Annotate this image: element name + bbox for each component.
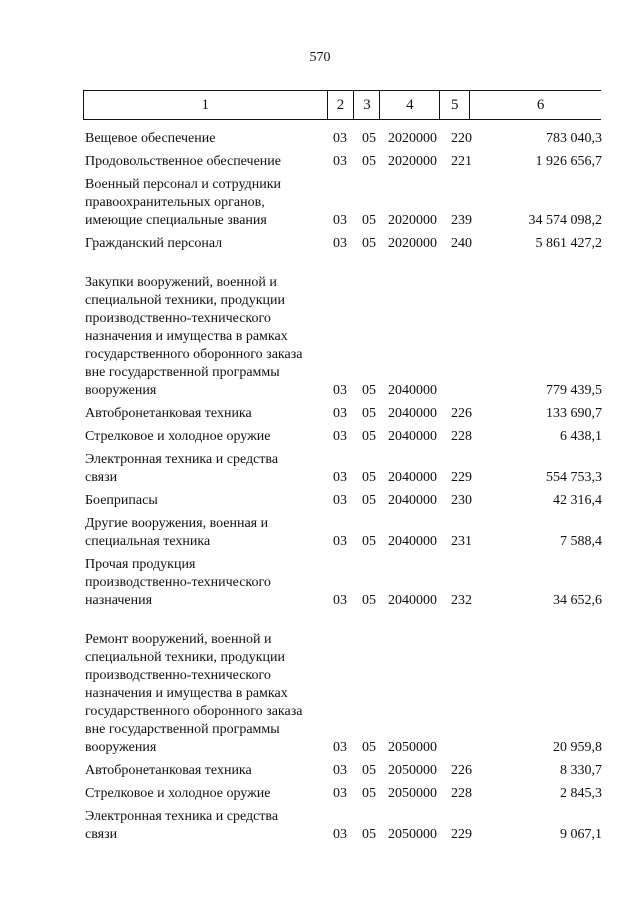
row-section: 03: [333, 827, 347, 842]
row-expense-code: 226: [451, 406, 472, 421]
row-section: 03: [333, 406, 347, 421]
table-row: [0, 130, 640, 148]
header-col-6: 6: [536, 96, 545, 113]
row-subsection: 05: [362, 236, 376, 251]
row-amount: 34 574 098,2: [528, 213, 602, 228]
row-target-code: 2040000: [388, 383, 437, 398]
row-target-code: 2050000: [388, 763, 437, 778]
row-section: 03: [333, 763, 347, 778]
row-amount: 42 316,4: [553, 493, 602, 508]
row-subsection: 05: [362, 213, 376, 228]
row-subsection: 05: [362, 534, 376, 549]
table-row: [0, 451, 640, 487]
row-target-code: 2040000: [388, 406, 437, 421]
row-target-code: 2040000: [388, 534, 437, 549]
row-section: 03: [333, 213, 347, 228]
row-amount: 133 690,7: [546, 406, 602, 421]
row-subsection: 05: [362, 154, 376, 169]
table-row: [0, 762, 640, 780]
table-body: [0, 130, 640, 844]
row-expense-code: 228: [451, 429, 472, 444]
row-target-code: 2050000: [388, 827, 437, 842]
row-section: 03: [333, 534, 347, 549]
row-name: Прочая продукция производственно-технического назначения: [85, 557, 271, 608]
row-subsection: 05: [362, 131, 376, 146]
row-expense-code: 240: [451, 236, 472, 251]
row-name: Стрелковое и холодное оружие: [85, 429, 271, 444]
row-expense-code: 239: [451, 213, 472, 228]
row-subsection: 05: [362, 593, 376, 608]
row-subsection: 05: [362, 406, 376, 421]
table-row: [0, 405, 640, 423]
row-amount: 9 067,1: [560, 827, 602, 842]
row-section: 03: [333, 131, 347, 146]
row-amount: 783 040,3: [546, 131, 602, 146]
row-amount: 6 438,1: [560, 429, 602, 444]
header-col-3: 3: [354, 91, 380, 119]
row-expense-code: 228: [451, 786, 472, 801]
row-expense-code: 220: [451, 131, 472, 146]
row-target-code: 2020000: [388, 154, 437, 169]
row-target-code: 2040000: [388, 493, 437, 508]
row-target-code: 2050000: [388, 786, 437, 801]
row-target-code: 2040000: [388, 429, 437, 444]
header-col-2: 2: [328, 91, 355, 119]
row-name: Вещевое обеспечение: [85, 131, 216, 146]
row-section: 03: [333, 429, 347, 444]
row-amount: 20 959,8: [553, 740, 602, 755]
row-target-code: 2020000: [388, 236, 437, 251]
row-name: Гражданский персонал: [85, 236, 223, 251]
row-target-code: 2040000: [388, 470, 437, 485]
row-section: 03: [333, 383, 347, 398]
table-row: [0, 176, 640, 230]
row-subsection: 05: [362, 383, 376, 398]
table-row: [0, 808, 640, 844]
page-number: 570: [309, 50, 331, 65]
row-name: Продовольственное обеспечение: [85, 154, 281, 169]
row-amount: 5 861 427,2: [535, 236, 602, 251]
row-expense-code: 232: [451, 593, 472, 608]
row-amount: 554 753,3: [546, 470, 602, 485]
row-subsection: 05: [362, 763, 376, 778]
row-expense-code: 229: [451, 470, 472, 485]
row-target-code: 2020000: [388, 131, 437, 146]
row-target-code: 2020000: [388, 213, 437, 228]
row-name: Ремонт вооружений, военной и специальной техники, продукции производственно-технического назначения и имущества в рамках государственного оборонного заказа вне государственной программы вооружения: [85, 632, 303, 755]
row-subsection: 05: [362, 470, 376, 485]
row-amount: 8 330,7: [560, 763, 602, 778]
row-section: 03: [333, 786, 347, 801]
row-target-code: 2040000: [388, 593, 437, 608]
row-amount: 779 439,5: [546, 383, 602, 398]
row-section: 03: [333, 493, 347, 508]
row-subsection: 05: [362, 786, 376, 801]
row-name: Электронная техника и средства связи: [85, 452, 279, 485]
table-header: [83, 90, 601, 120]
table-row: [0, 235, 640, 253]
row-section: 03: [333, 740, 347, 755]
row-name: Автобронетанковая техника: [85, 763, 252, 778]
row-expense-code: 229: [451, 827, 472, 842]
row-amount: 1 926 656,7: [535, 154, 602, 169]
row-name: Боеприпасы: [85, 493, 158, 508]
row-target-code: 2050000: [388, 740, 437, 755]
row-expense-code: 226: [451, 763, 472, 778]
table-row: [0, 492, 640, 510]
row-subsection: 05: [362, 740, 376, 755]
row-amount: 2 845,3: [560, 786, 602, 801]
table-row: [0, 556, 640, 610]
table-row: [0, 428, 640, 446]
row-expense-code: 231: [451, 534, 472, 549]
header-col-5: 5: [440, 91, 470, 119]
table-row: [0, 274, 640, 400]
row-expense-code: 230: [451, 493, 472, 508]
row-section: 03: [333, 593, 347, 608]
row-subsection: 05: [362, 493, 376, 508]
row-amount: 7 588,4: [560, 534, 602, 549]
table-row: [0, 631, 640, 757]
row-amount: 34 652,6: [553, 593, 602, 608]
row-expense-code: 221: [451, 154, 472, 169]
row-name: Электронная техника и средства связи: [85, 809, 279, 842]
row-name: Автобронетанковая техника: [85, 406, 252, 421]
table-row: [0, 785, 640, 803]
row-section: 03: [333, 154, 347, 169]
table-row: [0, 153, 640, 171]
row-section: 03: [333, 470, 347, 485]
row-subsection: 05: [362, 429, 376, 444]
row-name: Военный персонал и сотрудники правоохранительных органов, имеющие специальные звания: [85, 177, 281, 228]
row-name: Другие вооружения, военная и специальная техника: [85, 516, 269, 549]
row-subsection: 05: [362, 827, 376, 842]
table-row: [0, 515, 640, 551]
header-col-1: 1: [84, 91, 328, 119]
row-name: Закупки вооружений, военной и специальной техники, продукции производственно-технического назначения и имущества в рамках государственного оборонного заказа вне государственной программы вооружения: [85, 275, 303, 398]
row-section: 03: [333, 236, 347, 251]
header-col-4: 4: [380, 91, 440, 119]
row-name: Стрелковое и холодное оружие: [85, 786, 271, 801]
